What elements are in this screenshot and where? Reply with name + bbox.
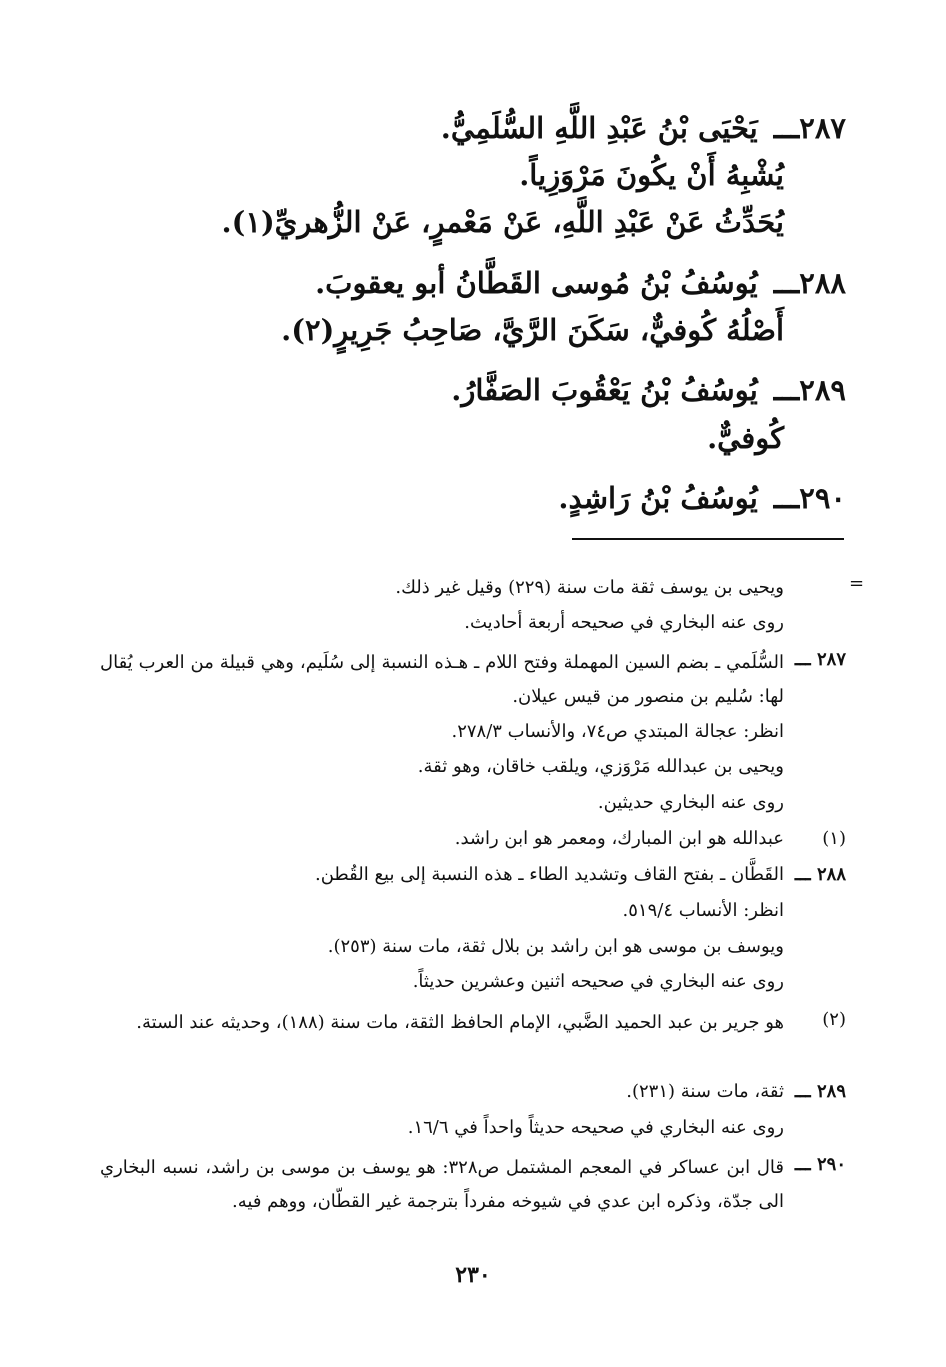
entry-number: ٢٨٨ <box>799 266 846 300</box>
footnote-2-text: هو جرير بن عبد الحميد الضَّبي، الإمام الحافظ الثقة، مات سنة (١٨٨)، وحديثه عند الستة. <box>136 1012 784 1033</box>
footnote-dash: ـــ <box>794 1154 811 1175</box>
footnote-288-text: القَطَّان ـ بفتح القاف وتشديد الطاء ـ هذه النسبة إلى بيع القُطن. <box>314 864 784 885</box>
footnote-number: ٢٩٠ <box>816 1154 846 1175</box>
footnote-cont-line-1: ويحيى بن يوسف ثقة مات سنة (٢٢٩) وقيل غير ذلك. <box>395 577 784 598</box>
entry-name: يَحْيَى بْنُ عَبْدِ اللَّهِ السُّلَمِيُّ. <box>440 111 758 145</box>
footnote-287-line-3: ويحيى بن عبدالله مَرْوَزي، ويلقب خاقان، وهو ثقة. <box>417 756 784 777</box>
footnote-288-line-4: روى عنه البخاري في صحيحه اثنين وعشرين حديثاً. <box>412 971 784 992</box>
entry-dash: ـــ <box>773 266 800 300</box>
entry-dash: ـــ <box>773 373 800 407</box>
entry-name: يُوسُفُ بْنُ يَعْقُوبَ الصَفَّارُ. <box>451 373 758 407</box>
entry-289-heading <box>451 370 846 410</box>
continuation-mark: = <box>849 573 865 594</box>
footnote-287-text: السُّلَمي ـ بضم السين المهملة وفتح اللام ـ هـذه النسبة إلى سُلَيم، وهي قبيلة من العرب يُقال لها: سُليم بن منصور من قيس عيلان. <box>100 652 784 707</box>
footnote-289-text: ثقة، مات سنة (٢٣١). <box>626 1081 784 1102</box>
footnote-290-text: قال ابن عساكر في المعجم المشتمل ص٣٢٨: هو يوسف بن موسى بن راشد، نسبه البخاري الى جدّة، وذكره ابن عدي في شيوخه مفرداً بترجمة غير القطّان، ووهم فيه. <box>100 1157 784 1212</box>
footnote-290-marker <box>795 1151 846 1179</box>
footnote-dash: ـــ <box>794 649 811 670</box>
entry-289-line-1: كُوفيٌّ. <box>707 421 784 455</box>
footnote-2-marker: (٢) <box>822 1009 846 1030</box>
footnote-287-marker <box>795 646 846 674</box>
entry-287-line-2: يُحَدِّثُ عَنْ عَبْدِ اللَّهِ، عَنْ مَعْمرٍ، عَنْ الزُّهريِّ(١). <box>221 205 784 239</box>
footnote-287-line-2: انظر: عجالة المبتدي ص٧٤، والأنساب ٢٧٨/٣. <box>451 721 784 742</box>
footnote-dash: ـــ <box>794 1081 811 1102</box>
footnote-1-marker: (١) <box>822 828 846 849</box>
footnote-289-line-2: روى عنه البخاري في صحيحه حديثاً واحداً في ١٦/٦. <box>407 1117 784 1138</box>
entry-name: يُوسُفُ بْنُ مُوسى القَطَّانُ أبو يعقوبَ. <box>315 266 758 300</box>
entry-287-heading <box>441 108 846 148</box>
entry-name: يُوسُفُ بْنُ رَاشِدٍ. <box>558 481 758 515</box>
entry-288-heading <box>315 263 846 303</box>
page-number: ٢٣٠ <box>455 1262 491 1288</box>
entry-number: ٢٩٠ <box>799 481 846 515</box>
footnote-number: ٢٨٧ <box>816 649 846 670</box>
entry-288-line-1: أَصْلُهُ كُوفيٌّ، سَكَنَ الرَّيَّ، صَاحِبُ جَرِيرٍ(٢). <box>281 313 784 347</box>
footnote-288-line-3: ويوسف بن موسى هو ابن راشد بن بلال ثقة، مات سنة (٢٥٣). <box>327 936 784 957</box>
footnote-288-marker <box>795 861 846 889</box>
entry-number: ٢٨٩ <box>799 373 846 407</box>
entry-dash: ـــ <box>773 481 800 515</box>
entry-287-line-1: يُشْبِهُ أَنْ يكُونَ مَرْوَزِياً. <box>519 158 784 192</box>
entry-number: ٢٨٧ <box>799 111 846 145</box>
entry-290-heading <box>558 478 846 518</box>
footnote-dash: ـــ <box>794 864 811 885</box>
footnote-288-line-2: انظر: الأنساب ٥١٩/٤. <box>622 900 784 921</box>
footnote-287-line-4: روى عنه البخاري حديثين. <box>597 792 784 813</box>
footnote-cont-line-2: روى عنه البخاري في صحيحه أربعة أحاديث. <box>464 612 784 633</box>
entry-dash: ـــ <box>773 111 800 145</box>
footnote-1-text: عبدالله هو ابن المبارك، ومعمر هو ابن راشد. <box>454 828 784 849</box>
footnote-separator <box>572 538 844 540</box>
footnote-number: ٢٨٩ <box>816 1081 846 1102</box>
footnote-289-marker <box>795 1078 846 1106</box>
footnote-number: ٢٨٨ <box>816 864 846 885</box>
